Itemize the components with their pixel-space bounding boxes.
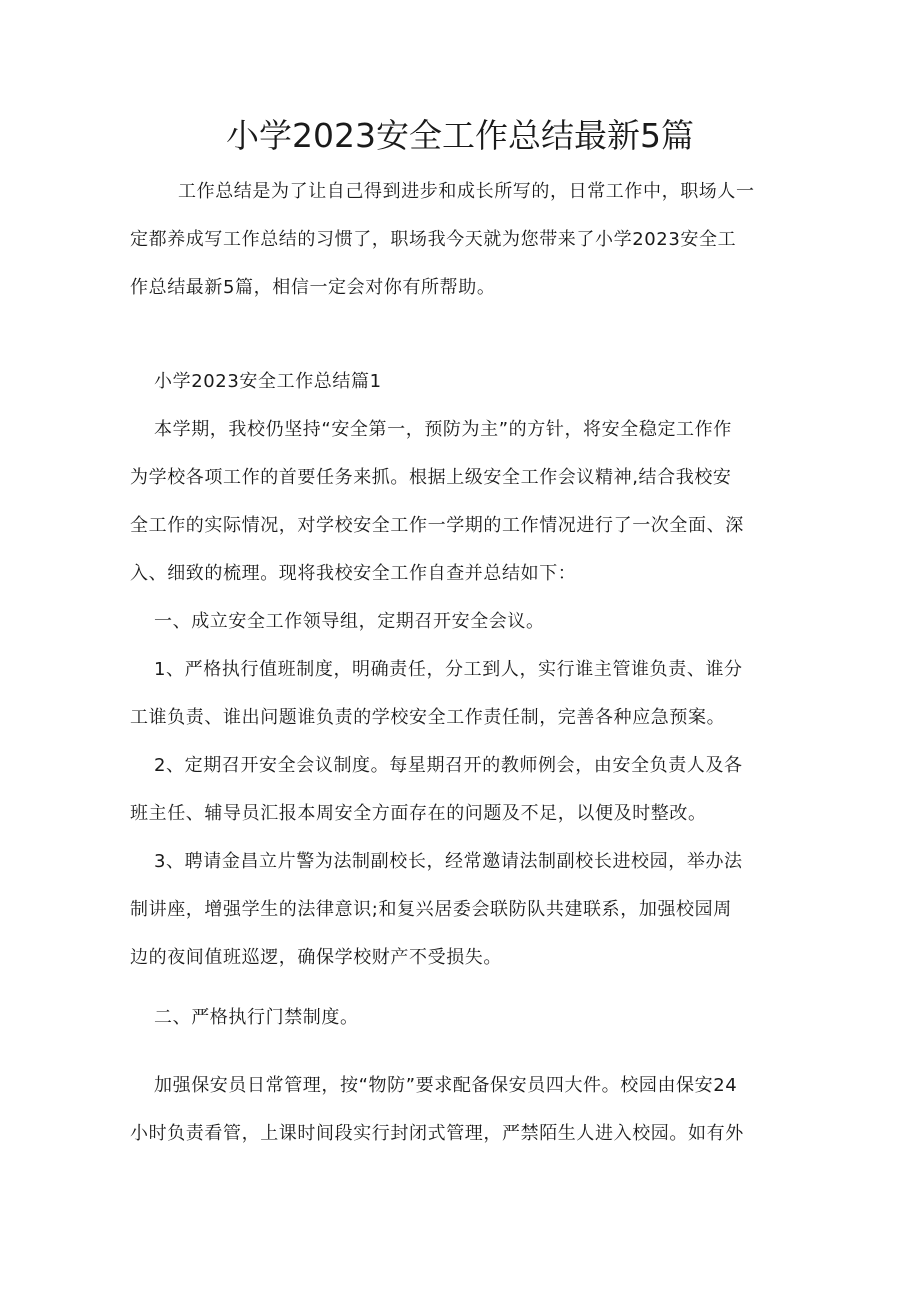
item-line: 工谁负责、谁出问题谁负责的学校安全工作责任制，完善各种应急预案。 xyxy=(130,707,726,728)
item-3 xyxy=(130,838,792,982)
item-line: 2、定期召开安全会议制度。每星期召开的教师例会，由安全负责人及各 xyxy=(154,755,743,776)
item-line: 班主任、辅导员汇报本周安全方面存在的问题及不足，以便及时整改。 xyxy=(130,803,707,824)
document-title: 小学2023安全工作总结最新5篇 xyxy=(226,116,694,155)
heading-2-text: 二、严格执行门禁制度。 xyxy=(154,1007,359,1028)
section-heading xyxy=(130,358,792,406)
item-2 xyxy=(130,742,792,838)
paragraph-line: 为学校各项工作的首要任务来抓。根据上级安全工作会议精神,结合我校安 xyxy=(130,467,732,488)
paragraph-line: 全工作的实际情况，对学校安全工作一学期的工作情况进行了一次全面、深 xyxy=(130,515,744,536)
heading-1-text: 一、成立安全工作领导组，定期召开安全会议。 xyxy=(154,611,545,632)
intro-line: 工作总结是为了让自己得到进步和成长所写的，日常工作中，职场人一 xyxy=(178,181,755,202)
heading-1 xyxy=(130,598,792,646)
intro-line: 定都养成写工作总结的习惯了，职场我今天就为您带来了小学2023安全工 xyxy=(130,229,737,250)
item-line: 1、严格执行值班制度，明确责任，分工到人，实行谁主管谁负责、谁分 xyxy=(154,659,743,680)
intro-paragraph xyxy=(130,168,792,312)
item-line: 3、聘请金昌立片警为法制副校长，经常邀请法制副校长进校园，举办法 xyxy=(154,851,743,872)
item-line: 制讲座，增强学生的法律意识;和复兴居委会联防队共建联系，加强校园周 xyxy=(130,899,732,920)
paragraph-line: 本学期，我校仍坚持“安全第一，预防为主”的方针，将安全稳定工作作 xyxy=(154,419,732,440)
paragraph-line: 加强保安员日常管理，按“物防”要求配备保安员四大件。校园由保安24 xyxy=(154,1075,738,1096)
section-heading-text: 小学2023安全工作总结篇1 xyxy=(154,371,382,392)
heading-2 xyxy=(130,994,792,1042)
paragraph-2 xyxy=(130,1062,792,1158)
item-1 xyxy=(130,646,792,742)
paragraph-1 xyxy=(130,406,792,598)
paragraph-line: 入、细致的梳理。现将我校安全工作自查并总结如下： xyxy=(130,563,577,584)
paragraph-line: 小时负责看管，上课时间段实行封闭式管理，严禁陌生人进入校园。如有外 xyxy=(130,1123,744,1144)
intro-line: 作总结最新5篇，相信一定会对你有所帮助。 xyxy=(130,277,496,298)
item-line: 边的夜间值班巡逻，确保学校财产不受损失。 xyxy=(130,947,502,968)
